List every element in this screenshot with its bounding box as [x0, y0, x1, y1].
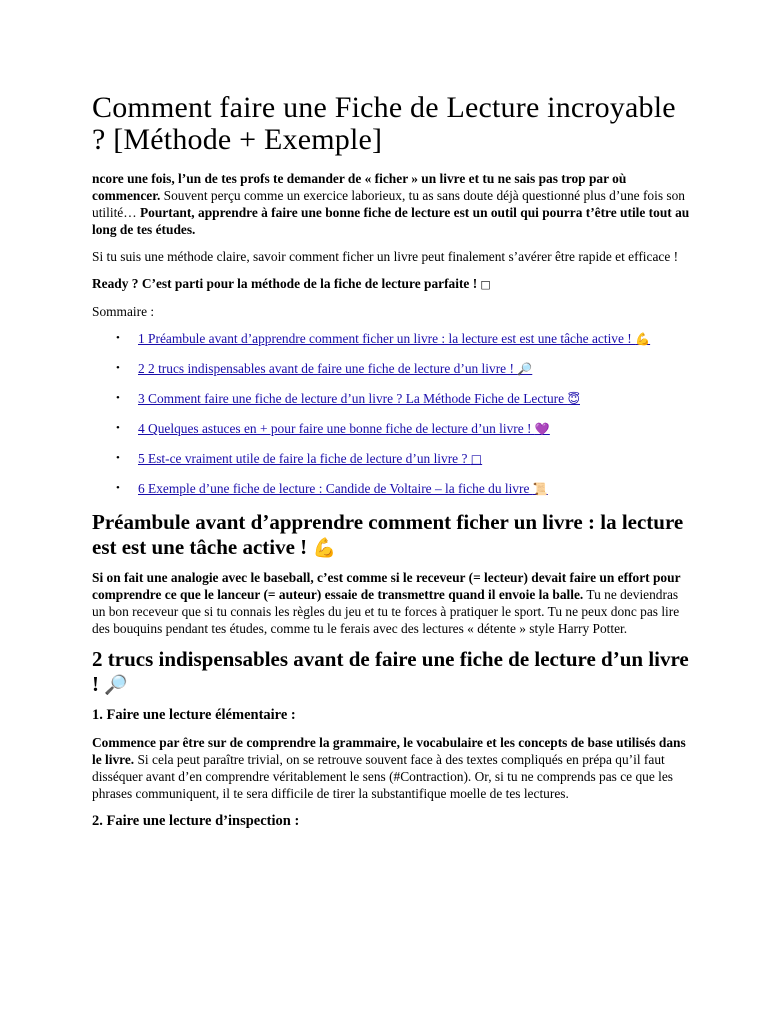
lecture-elementaire-plain: Si cela peut paraître trivial, on se retrouve souvent face à des textes compliqués en prépa qu’il faut disséquer avant d’en comprendre véritablement le sens (#Contraction). Or, si tu ne comprends pas ce que les phrases communiquent, il te sera difficile de tirer la substantifique moelle de tes lectures.	[92, 752, 674, 801]
flexed-arm-icon: 💪	[635, 332, 651, 346]
missing-glyph-icon: □	[470, 452, 483, 466]
section-heading-text: Préambule avant d’apprendre comment ficher un livre : la lecture est est une tâche active !	[92, 510, 684, 559]
toc-link-3[interactable]	[138, 391, 580, 406]
toc-item	[92, 450, 692, 468]
toc-item	[92, 390, 692, 408]
method-paragraph: Si tu suis une méthode claire, savoir comment ficher un livre peut finalement s’avérer être rapide et efficace !	[92, 249, 679, 264]
preambule-paragraph	[92, 569, 692, 637]
smiley-icon: 😇	[567, 392, 580, 406]
toc-link-6[interactable]	[138, 481, 548, 496]
ready-text: Ready ? C’est parti pour la méthode de la fiche de lecture parfaite !	[92, 276, 481, 291]
bullet-icon: •	[116, 362, 120, 374]
toc-item	[92, 330, 692, 348]
subheading-lecture-inspection: 2. Faire une lecture d’inspection :	[92, 813, 300, 829]
toc-link-label: 5 Est-ce vraiment utile de faire la fiche de lecture d’un livre ?	[138, 451, 471, 466]
toc-link-1[interactable]	[138, 331, 650, 346]
subheading-lecture-elementaire: 1. Faire une lecture élémentaire :	[92, 707, 296, 723]
toc-link-2[interactable]	[138, 361, 532, 376]
preambule-plain-text: Tu ne deviendras un bon receveur que si tu connais les règles du jeu et tu te forces à pratiquer le sport. Tu ne peux donc pas lire des bouquins pendant tes études, comme tu le ferais avec des lectures « détente » style Harry Potter.	[92, 587, 680, 636]
lecture-elementaire-bold: Commence par être sur de comprendre la grammaire, le vocabulaire et les concepts de base utilisés dans le livre.	[92, 735, 686, 767]
bullet-icon: •	[116, 332, 120, 344]
intro-paragraph	[92, 170, 692, 238]
missing-glyph-icon: □	[480, 278, 491, 291]
bullet-icon: •	[116, 422, 120, 434]
table-of-contents	[92, 330, 692, 498]
heart-icon: 💜	[534, 422, 550, 436]
sommaire-label: Sommaire :	[92, 304, 155, 319]
toc-link-label: 4 Quelques astuces en + pour faire une bonne fiche de lecture d’un livre !	[138, 421, 535, 436]
toc-link-4[interactable]	[138, 421, 550, 436]
ready-paragraph	[92, 275, 692, 293]
intro-plain-text: Souvent perçu comme un exercice laborieux, tu as sans doute déjà questionné plus d’une fois son utilité…	[92, 188, 685, 220]
section-heading-preambule	[92, 510, 692, 561]
lecture-elementaire-paragraph	[92, 734, 692, 802]
bullet-icon: •	[116, 392, 120, 404]
preambule-bold-text: Si on fait une analogie avec le baseball, c’est comme si le receveur (= lecteur) devait faire un effort pour comprendre ce que le lanceur (= auteur) essaie de transmettre quand il envoie la balle.	[92, 570, 681, 602]
toc-item	[92, 480, 692, 498]
scroll-icon: 📜	[532, 482, 548, 496]
toc-link-label: 1 Préambule avant d’apprendre comment ficher un livre : la lecture est est une tâche active !	[138, 331, 636, 346]
toc-link-label: 6 Exemple d’une fiche de lecture : Candide de Voltaire – la fiche du livre	[138, 481, 533, 496]
page-title: Comment faire une Fiche de Lecture incroyable ? [Méthode + Exemple]	[92, 91, 676, 156]
intro-bold-conclusion: Pourtant, apprendre à faire une bonne fiche de lecture est un outil qui pourra t’être utile tout au long de tes études.	[92, 205, 690, 237]
flexed-arm-icon: 💪	[312, 537, 336, 559]
toc-item	[92, 420, 692, 438]
magnifier-icon: 🔎	[517, 362, 533, 376]
toc-link-5[interactable]	[138, 451, 482, 466]
toc-item	[92, 360, 692, 378]
bullet-icon: •	[116, 482, 120, 494]
toc-link-label: 3 Comment faire une fiche de lecture d’un livre ? La Méthode Fiche de Lecture	[138, 391, 568, 406]
magnifier-icon: 🔎	[104, 674, 128, 696]
article	[92, 92, 692, 840]
bullet-icon: •	[116, 452, 120, 464]
toc-link-label: 2 2 trucs indispensables avant de faire une fiche de lecture d’un livre !	[138, 361, 518, 376]
intro-bold-lead: ncore une fois, l’un de tes profs te demander de « ficher » un livre et tu ne sais pas trop par où commencer.	[92, 171, 627, 203]
section-heading-trucs	[92, 647, 692, 698]
section-heading-text: 2 trucs indispensables avant de faire une fiche de lecture d’un livre !	[92, 647, 689, 696]
